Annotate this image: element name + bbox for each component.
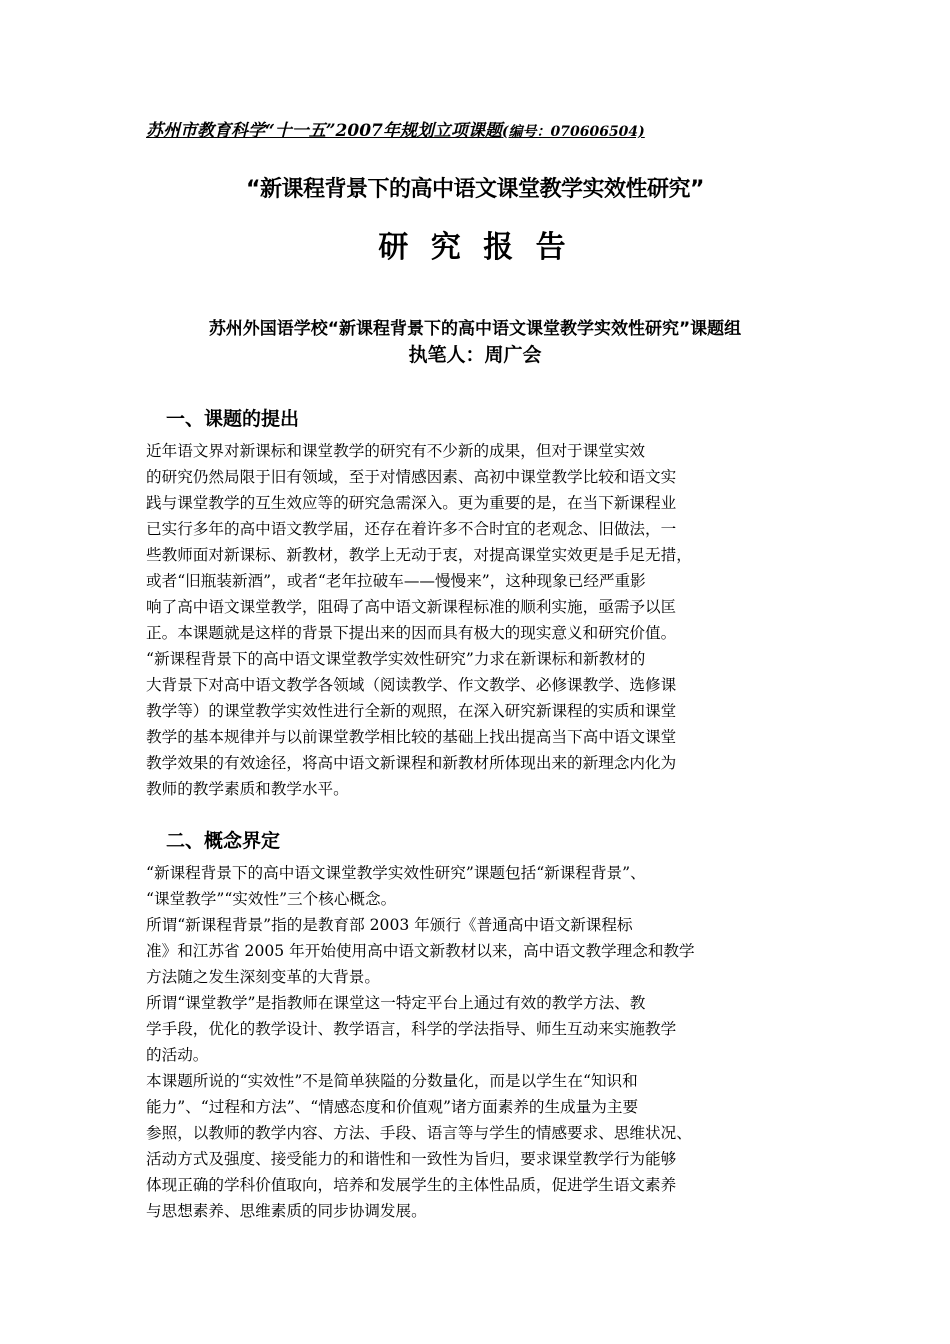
paragraph-line: 些教师面对新课标、新教材，教学上无动于衷，对提高课堂实效更是手足无措， [146, 546, 692, 564]
paragraph-line: 方法随之发生深刻变革的大背景。 [146, 968, 380, 986]
paragraph-line: 所谓“新课程背景”指的是教育部 2003 年颁行《普通高中语文新课程标 [146, 916, 633, 934]
paragraph-line: 能力”、“过程和方法”、“情感态度和价值观”诸方面素养的生成量为主要 [146, 1098, 639, 1116]
paragraph-line: 教学等）的课堂教学实效性进行全新的观照，在深入研究新课程的实质和课堂 [146, 702, 677, 720]
section-1-body [146, 438, 826, 802]
research-group: 苏州外国语学校“新课程背景下的高中语文课堂教学实效性研究”课题组 [208, 319, 742, 339]
paragraph-line: “新课程背景下的高中语文课堂教学实效性研究”课题包括“新课程背景”、 [146, 864, 646, 882]
project-header [146, 116, 645, 141]
author: 执笔人：周广会 [408, 344, 542, 366]
paragraph-line: 参照，以教师的教学内容、方法、手段、语言等与学生的情感要求、思维状况、 [146, 1124, 692, 1142]
paragraph-line: 教师的教学素质和教学水平。 [146, 780, 349, 798]
paragraph-line: 体现正确的学科价值取向，培养和发展学生的主体性品质，促进学生语文素养 [146, 1176, 677, 1194]
paragraph-line: 本课题所说的“实效性”不是简单狭隘的分数量化，而是以学生在“知识和 [146, 1072, 638, 1090]
main-title: “新课程背景下的高中语文课堂教学实效性研究” [246, 177, 704, 202]
paragraph-line: “课堂教学”“实效性”三个核心概念。 [146, 890, 397, 908]
paragraph-line: 大背景下对高中语文教学各领域（阅读教学、作文教学、必修课教学、选修课 [146, 676, 677, 694]
section-heading-2: 二、概念界定 [166, 830, 281, 852]
section-heading-1: 一、课题的提出 [166, 408, 300, 430]
report-title: 研 究 报 告 [378, 230, 572, 265]
paragraph-line: “新课程背景下的高中语文课堂教学实效性研究”力求在新课标和新教材的 [146, 650, 646, 668]
paragraph-line: 所谓“课堂教学”是指教师在课堂这一特定平台上通过有效的教学方法、教 [146, 994, 646, 1012]
paragraph-line: 学手段，优化的教学设计、教学语言，科学的学法指导、师生互动来实施教学 [146, 1020, 677, 1038]
paragraph-line: 响了高中语文课堂教学，阻碍了高中语文新课程标准的顺利实施，亟需予以匡 [146, 598, 677, 616]
section-2-body [146, 860, 826, 1224]
paragraph-line: 教学的基本规律并与以前课堂教学相比较的基础上找出提高当下高中语文课堂 [146, 728, 677, 746]
paragraph-line: 的研究仍然局限于旧有领域，至于对情感因素、高初中课堂教学比较和语文实 [146, 468, 677, 486]
paragraph-line: 已实行多年的高中语文教学届，还存在着许多不合时宜的老观念、旧做法，一 [146, 520, 677, 538]
paragraph-line: 活动方式及强度、接受能力的和谐性和一致性为旨归，要求课堂教学行为能够 [146, 1150, 677, 1168]
paragraph-line: 的活动。 [146, 1046, 209, 1064]
paragraph-line: 与思想素养、思维素质的同步协调发展。 [146, 1202, 427, 1220]
project-code: (编号：070606504) [501, 124, 645, 140]
paragraph-line: 或者“旧瓶装新酒”，或者“老年拉破车——慢慢来”，这种现象已经严重影 [146, 572, 646, 590]
paragraph-line: 近年语文界对新课标和课堂教学的研究有不少新的成果，但对于课堂实效 [146, 442, 646, 460]
paragraph-line: 正。本课题就是这样的背景下提出来的因而具有极大的现实意义和研究价值。 [146, 624, 677, 642]
paragraph-line: 准》和江苏省 2005 年开始使用高中语文新教材以来，高中语文教学理念和教学 [146, 942, 695, 960]
paragraph-line: 教学效果的有效途径，将高中语文新课程和新教材所体现出来的新理念内化为 [146, 754, 677, 772]
paragraph-line: 践与课堂教学的互生效应等的研究急需深入。更为重要的是，在当下新课程业 [146, 494, 677, 512]
project-line: 苏州市教育科学“十一五”2007年规划立项课题 [146, 121, 502, 141]
